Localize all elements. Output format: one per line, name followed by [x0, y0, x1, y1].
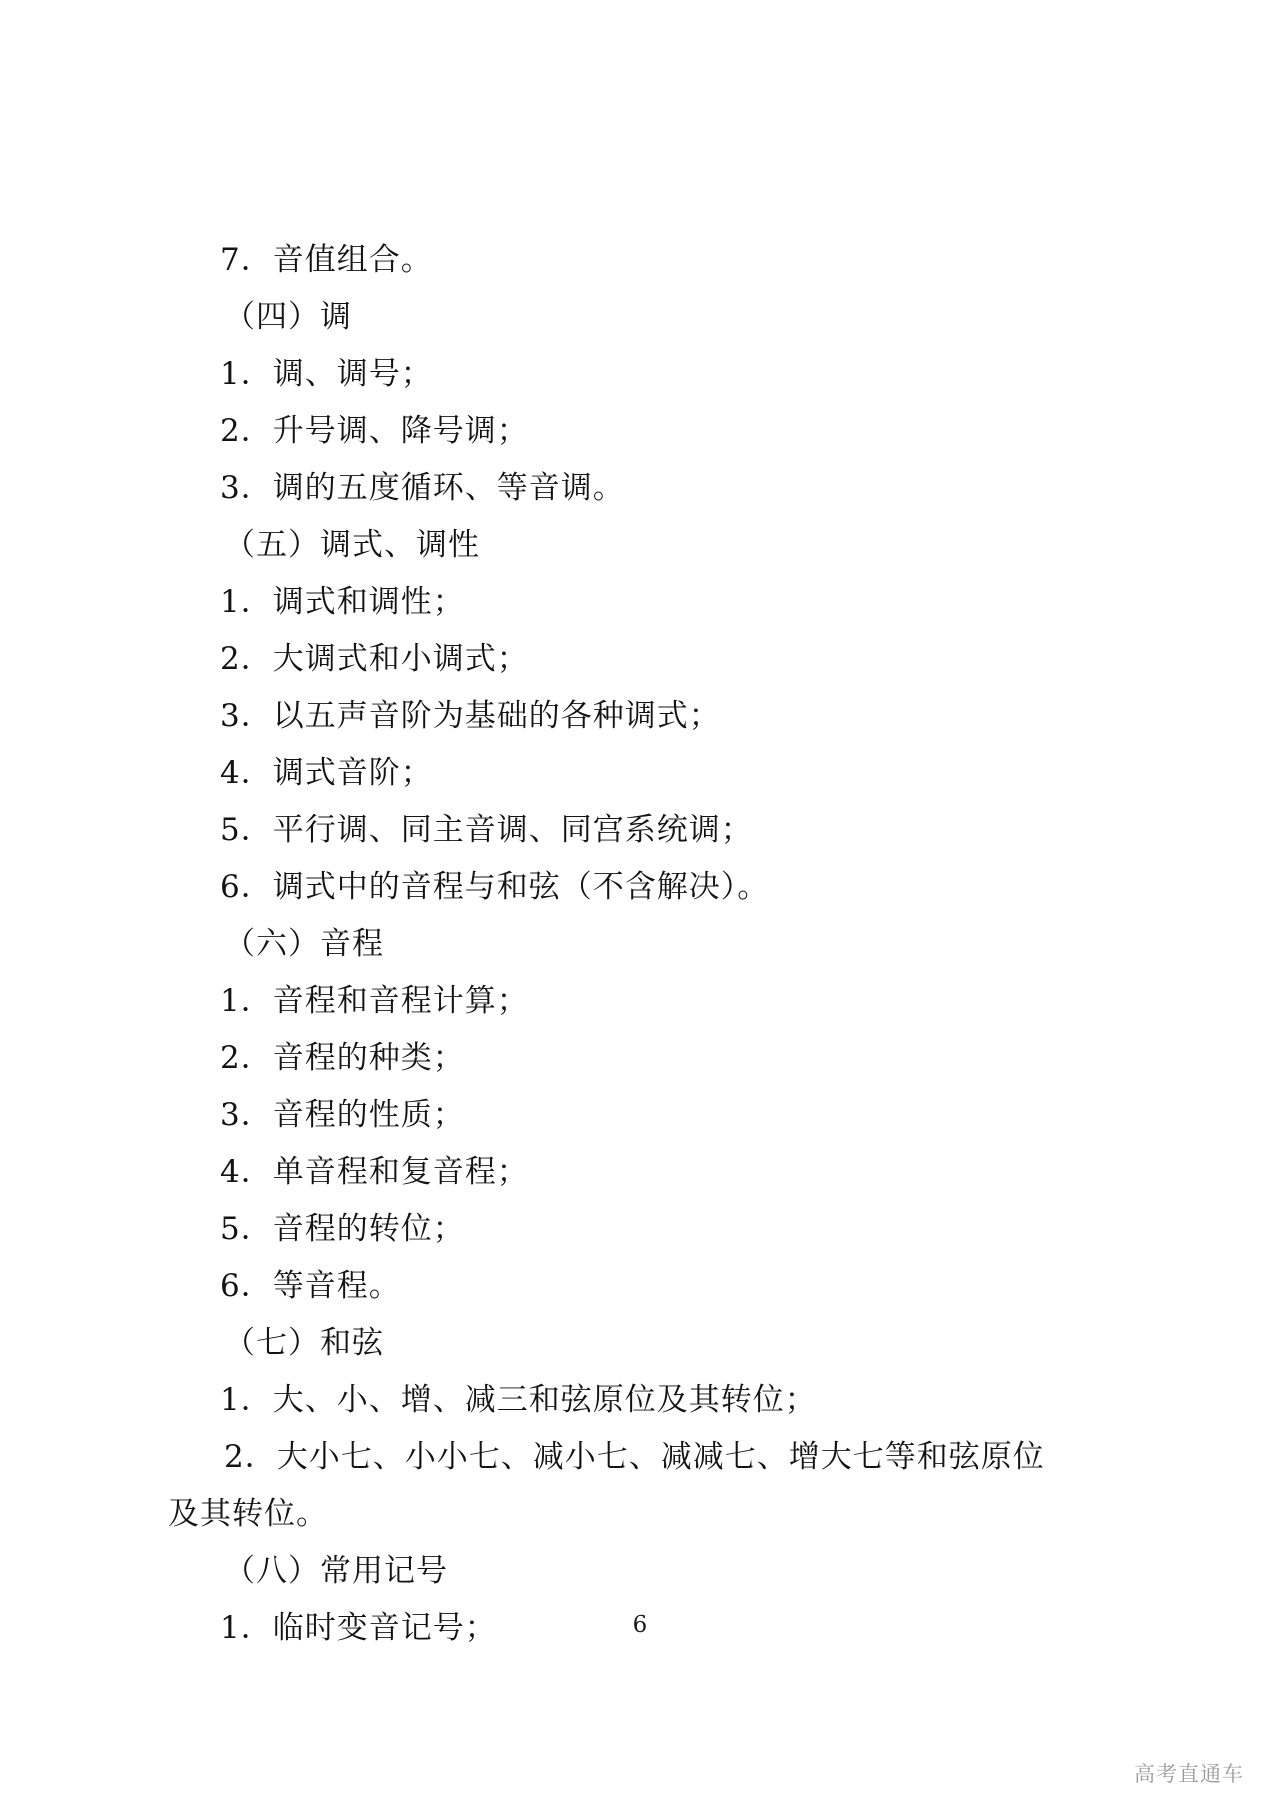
text-line: 7．音值组合。	[220, 242, 433, 278]
text-line: 6．等音程。	[220, 1268, 401, 1304]
text-line: 5．音程的转位；	[220, 1211, 465, 1247]
text-line: 5．平行调、同主音调、同宫系统调；	[220, 812, 753, 848]
text-line: 1．调式和调性；	[220, 584, 465, 620]
text-line: 6．调式中的音程与和弦（不含解决）。	[220, 869, 770, 905]
page-number: 6	[632, 1612, 648, 1638]
text-line: 2．升号调、降号调；	[220, 413, 529, 449]
section-heading: （七）和弦	[224, 1325, 384, 1361]
text-line-continuation: 及其转位。	[168, 1496, 328, 1532]
text-line: 4．调式音阶；	[220, 755, 433, 791]
text-line: 3．调的五度循环、等音调。	[220, 470, 625, 506]
text-line: 1．大、小、增、减三和弦原位及其转位；	[220, 1382, 817, 1418]
section-heading: （八）常用记号	[224, 1553, 448, 1589]
document-body	[168, 232, 1118, 1657]
watermark: 高考直通车	[1134, 1762, 1244, 1786]
text-line: 2．音程的种类；	[220, 1040, 465, 1076]
section-heading: （六）音程	[224, 926, 384, 962]
section-heading: （四）调	[224, 299, 352, 335]
text-line: 1．音程和音程计算；	[220, 983, 529, 1019]
text-line: 3．以五声音阶为基础的各种调式；	[220, 698, 721, 734]
text-line: 1．临时变音记号；	[220, 1610, 497, 1646]
section-heading: （五）调式、调性	[224, 527, 480, 563]
text-line: 2．大调式和小调式；	[220, 641, 529, 677]
text-line: 2．大小七、小小七、减小七、减减七、增大七等和弦原位	[224, 1439, 1045, 1475]
text-line: 3．音程的性质；	[220, 1097, 465, 1133]
text-line: 1．调、调号；	[220, 356, 433, 392]
text-line: 4．单音程和复音程；	[220, 1154, 529, 1190]
